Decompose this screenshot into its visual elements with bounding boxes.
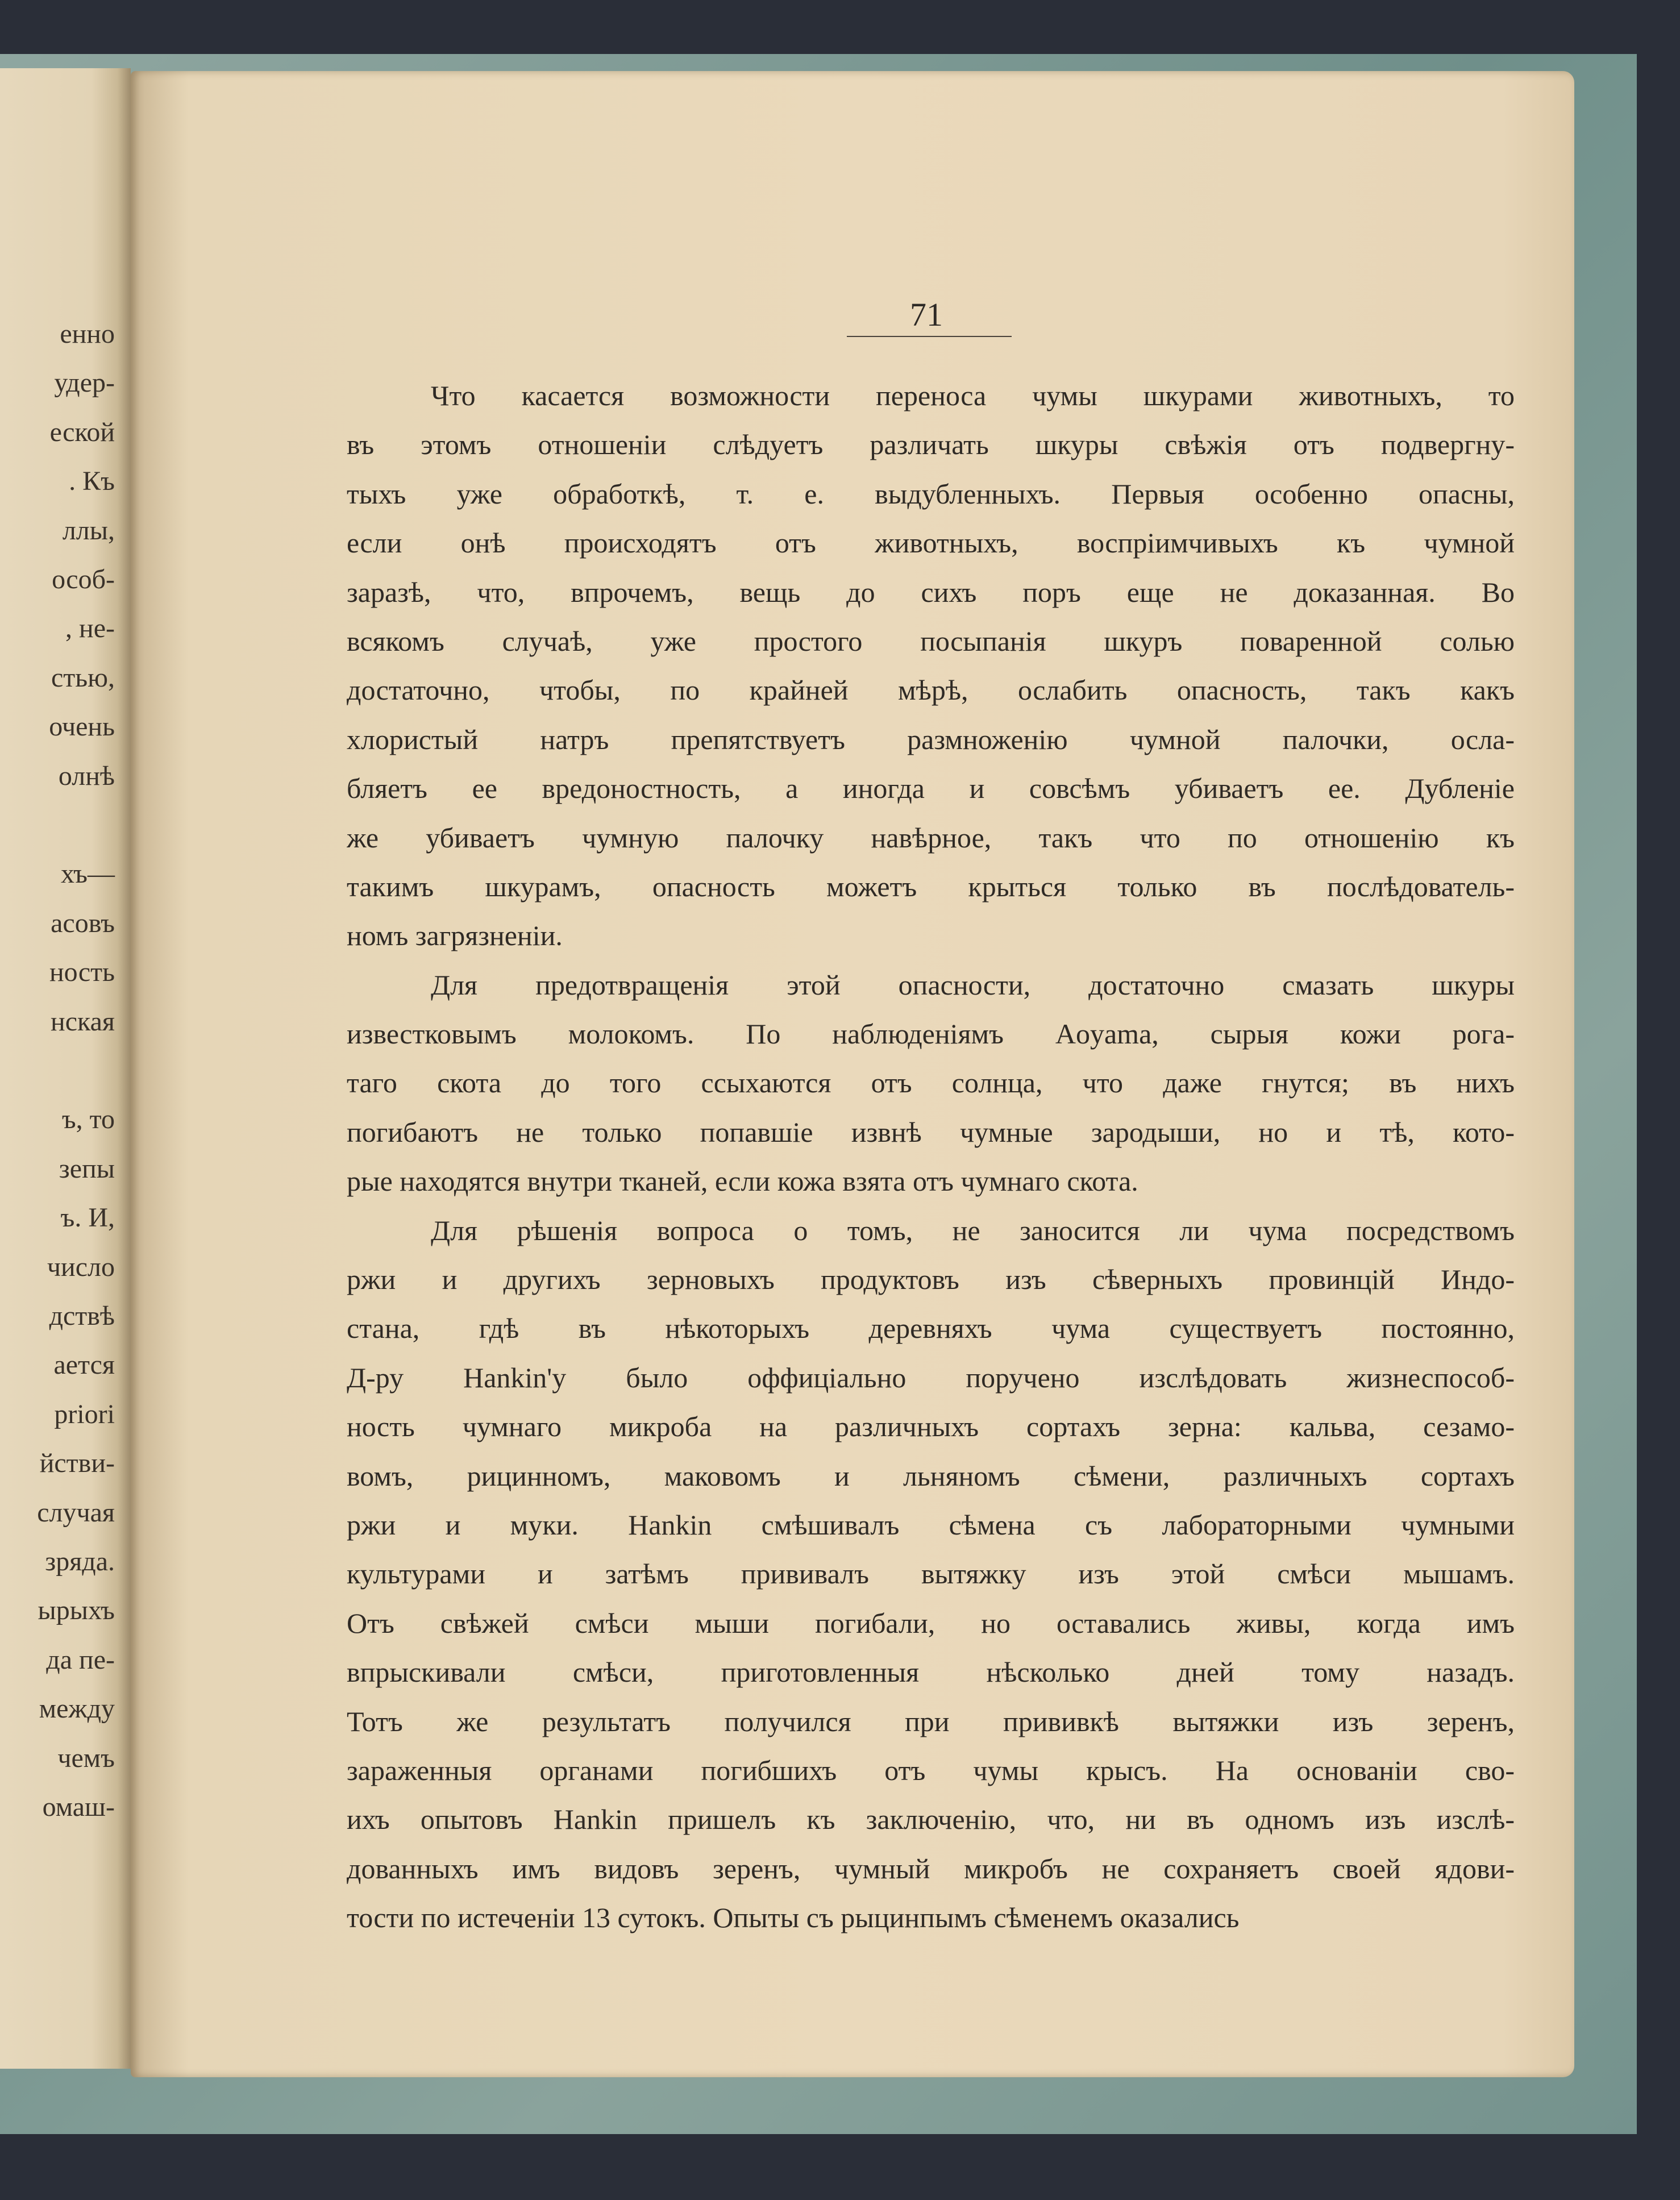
text-line: зараженныя органами погибшихъ отъ чумы крысъ. На основаніи сво- [347, 1754, 1515, 1786]
text-line: же убиваетъ чумную палочку навѣрное, такъ что по отношенію къ [347, 821, 1515, 854]
paragraph [347, 960, 1515, 1206]
text-line: впрыскивали смѣси, приготовленныя нѣсколько дней тому назадъ. [347, 1656, 1515, 1689]
left-page-edge [0, 68, 131, 2069]
left-page-line: число [47, 1251, 115, 1282]
text-line: Отъ свѣжей смѣси мыши погибали, но оставались живы, когда имъ [347, 1607, 1515, 1639]
page-number-rule [847, 336, 1012, 337]
left-page-line: . Къ [69, 466, 115, 497]
left-page-line: случая [37, 1497, 115, 1528]
text-line: таго скота до того ссыхаются отъ солнца, что даже гнутся; въ нихъ [347, 1067, 1515, 1099]
text-line: ность чумнаго микроба на различныхъ сортахъ зерна: кальва, сезамо- [347, 1411, 1515, 1443]
text-line: въ этомъ отношеніи слѣдуетъ различать шкуры свѣжія отъ подвергну- [347, 429, 1515, 461]
text-line: хлористый натръ препятствуетъ размноженію чумной палочки, осла- [347, 723, 1515, 755]
text-line: Для рѣшенія вопроса о томъ, не заносится ли чума посредствомъ [431, 1214, 1515, 1246]
left-page-line: ъ, то [61, 1104, 115, 1135]
left-page-line: еской [49, 417, 115, 447]
text-line: ржи и муки. Hankin смѣшивалъ сѣмена съ лабораторными чумными [347, 1508, 1515, 1541]
text-line: номъ загрязненіи. [347, 920, 563, 952]
text-line: Для предотвращенія этой опасности, достаточно смазать шкуры [431, 968, 1515, 1001]
left-page-line: между [39, 1694, 115, 1724]
left-page-line: ъ. И, [60, 1203, 115, 1233]
paragraph [347, 1206, 1515, 1943]
left-page-line: удер- [54, 368, 115, 398]
text-line: Тотъ же результатъ получился при прививкѣ вытяжки изъ зеренъ, [347, 1705, 1515, 1737]
text-line: известковымъ молокомъ. По наблюденіямъ Aoyama, сырыя кожи рога- [347, 1018, 1515, 1050]
left-page-line: зепы [59, 1153, 115, 1184]
left-page-line: дствѣ [49, 1301, 115, 1331]
text-line: заразѣ, что, впрочемъ, вещь до сихъ поръ еще не доказанная. Во [347, 576, 1515, 608]
left-page-line: асовъ [51, 908, 115, 938]
text-line: тыхъ уже обработкѣ, т. е. выдубленныхъ. Первыя особенно опасны, [347, 477, 1515, 510]
text-line: если онѣ происходятъ отъ животныхъ, воспріимчивыхъ къ чумной [347, 527, 1515, 559]
text-line: вомъ, рицинномъ, маковомъ и льняномъ сѣмени, различныхъ сортахъ [347, 1459, 1515, 1492]
left-page-line: омаш- [42, 1792, 115, 1822]
text-line: ржи и другихъ зерновыхъ продуктовъ изъ сѣверныхъ провинцій Индо- [347, 1263, 1515, 1296]
body-text [347, 371, 1515, 1943]
left-page-line: зряда. [45, 1546, 115, 1577]
left-page-line: очень [49, 712, 115, 742]
text-line: культурами и затѣмъ прививалъ вытяжку изъ этой смѣси мышамъ. [347, 1558, 1515, 1590]
left-page-line: , не- [65, 613, 115, 644]
text-line: погибаютъ не только попавшіе извнѣ чумные зародыши, но и тѣ, кото- [347, 1116, 1515, 1148]
left-page-line: да пе- [46, 1644, 115, 1675]
left-page-line: йстви- [39, 1448, 115, 1479]
left-page-line: особ- [52, 564, 115, 594]
text-line: достаточно, чтобы, по крайней мѣрѣ, ослабить опасность, такъ какъ [347, 674, 1515, 706]
text-line: дованныхъ имъ видовъ зеренъ, чумный микробъ не сохраняетъ своей ядови- [347, 1852, 1515, 1885]
text-line: рые находятся внутри тканей, если кожа взята отъ чумнаго скота. [347, 1165, 1138, 1197]
text-line: тости по истеченіи 13 сутокъ. Опыты съ рыцинпымъ сѣменемъ оказались [347, 1902, 1240, 1934]
text-line: бляетъ ее вредоностность, а иногда и совсѣмъ убиваетъ ее. Дубленіе [347, 772, 1515, 805]
left-page-line: prіori [54, 1399, 115, 1429]
left-page-line: ность [49, 957, 115, 988]
text-line: ихъ опытовъ Hankin пришелъ къ заключенію, что, ни въ одномъ изъ изслѣ- [347, 1803, 1515, 1836]
left-page-line: хъ— [61, 859, 115, 889]
left-page-line: стью, [51, 662, 115, 693]
right-page [131, 71, 1574, 2077]
text-line: Что касается возможности переноса чумы шкурами животныхъ, то [431, 380, 1515, 411]
left-page-line: чемъ [57, 1742, 115, 1773]
paragraph [347, 371, 1515, 960]
left-page-line: ллы, [62, 515, 115, 546]
left-page-line: нская [51, 1006, 115, 1037]
left-page-line: ается [53, 1350, 115, 1380]
left-page-line: ырыхъ [38, 1595, 115, 1626]
left-page-line: енно [60, 319, 115, 349]
left-page-line: олнѣ [58, 760, 115, 791]
text-line: такимъ шкурамъ, опасность можетъ крыться только въ послѣдователь- [347, 870, 1515, 903]
page-number: 71 [910, 296, 943, 333]
text-line: стана, гдѣ въ нѣкоторыхъ деревняхъ чума существуетъ постоянно, [347, 1312, 1515, 1345]
text-line: всякомъ случаѣ, уже простого посыпанія шкуръ поваренной солью [347, 625, 1515, 657]
text-line: Д-ру Hankin'у было оффиціально поручено изслѣдовать жизнеспособ- [347, 1361, 1515, 1394]
